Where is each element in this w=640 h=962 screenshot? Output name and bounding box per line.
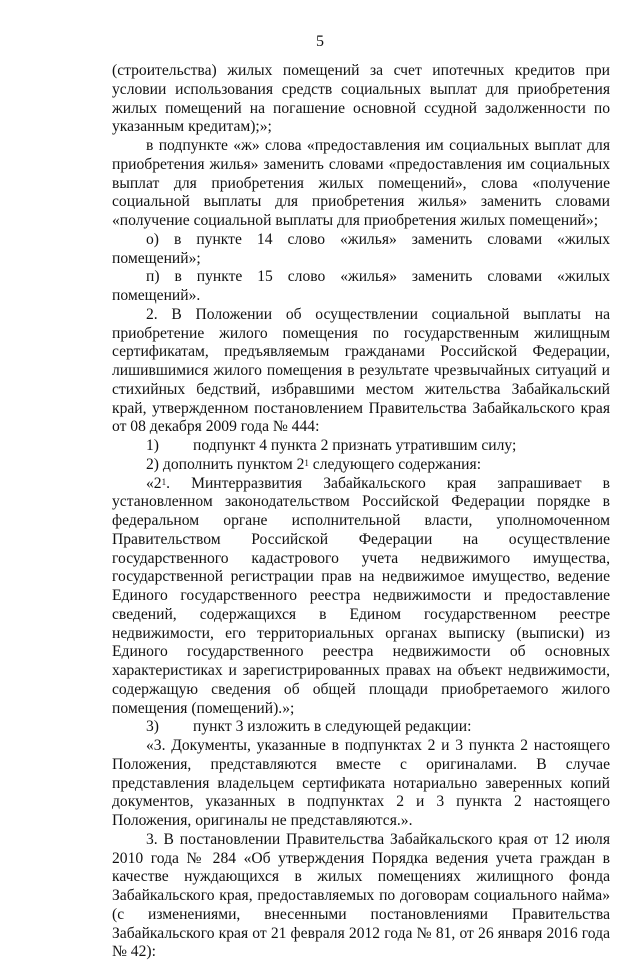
paragraph-item-p: п) в пункте 15 слово «жилья» заменить словами «жилых помещений».: [112, 268, 610, 304]
subitem-text: подпункт 4 пункта 2 признать утратившим силу;: [193, 437, 517, 454]
superscript: 1: [161, 476, 167, 487]
subitem-text-before: 2) дополнить пунктом 2: [146, 455, 305, 473]
paragraph-section-2: 2. В Положении об осуществлении социальной выплаты на приобретение жилого помещения по государственным жилищным сертификатам, предъявляемым гражданами Российской Федерации, лишившимися жилого помещения в результате чрезвычайных ситуаций и стихийных бедствий, избравшими местом жительства Забайкальский край, утвержденном постановлением Правительства Забайкальского края от 08 декабря 2009 года № 444:: [112, 305, 610, 436]
paragraph-subpoint-zh: в подпункте «ж» слова «предоставления им социальных выплат для приобретения жилья» заменить словами «предоставления им социальных выплат для приобретения жилых помещений», слова «получение социальной выплаты для приобретения жилья» заменить словами «получение социальной выплаты для приобретения жилых помещений»;: [112, 137, 610, 229]
paragraph-subitem-1: [112, 437, 610, 456]
clause-number: «2: [146, 474, 162, 492]
paragraph-section-3: 3. В постановлении Правительства Забайкальского края от 12 июля 2010 года № 284 «Об утверждения Порядка ведения учета граждан в качестве нуждающихся в жилых помещениях жилищного фонда Забайкальского края, предоставляемых по договорам социального найма» (с изменениями, внесенными постановлениями Правительства Забайкальского края от 21 февраля 2012 года № 81, от 26 января 2016 года № 42):: [112, 830, 610, 961]
paragraph-subitem-3: [112, 718, 610, 737]
subitem-number: 3): [146, 718, 159, 736]
subitem-text-after: следующего содержания:: [308, 455, 482, 473]
paragraph-item-o: о) в пункте 14 слово «жилья» заменить словами «жилых помещений»;: [112, 230, 610, 267]
document-body: [112, 62, 610, 962]
paragraph-continuation: (строительства) жилых помещений за счет ипотечных кредитов при условии использования средств социальных выплат для приобретения жилых помещений на погашение основной ссудной задолженности по указанным кредитам);»;: [112, 62, 610, 136]
superscript: 1: [304, 457, 309, 468]
paragraph-quoted-clause-3: «3. Документы, указанные в подпунктах 2 и 3 пункта 2 настоящего Положения, представляются вместе с оригиналами. В случае представления владельцем сертификата нотариально заверенных копий документов, указанных в подпунктах 2 и 3 пункта 2 настоящего Положения, оригиналы не представляются.».: [112, 737, 610, 829]
clause-text: . Минтерразвития Забайкальского края запрашивает в установленном законодательством Российской Федерации порядке в федеральном органе исполнительной власти, уполномоченном Правительством Российской Федерации на осуществление государственного кадастрового учета недвижимого имущества, государственной регистрации прав на недвижимое имущество, ведение Единого государственного реестра недвижимости и предоставление сведений, содержащихся в Едином государственном реестре недвижимости, его территориальных органах выписку (выписки) из Единого государственного реестра недвижимости об основных характеристиках и зарегистрированных правах на объект недвижимости, содержащую сведения об общей площади приобретаемого жилого помещения (помещений).»;: [112, 474, 610, 717]
paragraph-subitem-2: [112, 456, 610, 475]
subitem-text: пункт 3 изложить в следующей редакции:: [193, 718, 472, 736]
subitem-number: 1): [146, 437, 159, 454]
paragraph-quoted-clause-2-1: [112, 475, 610, 719]
page-number: 5: [316, 33, 324, 50]
